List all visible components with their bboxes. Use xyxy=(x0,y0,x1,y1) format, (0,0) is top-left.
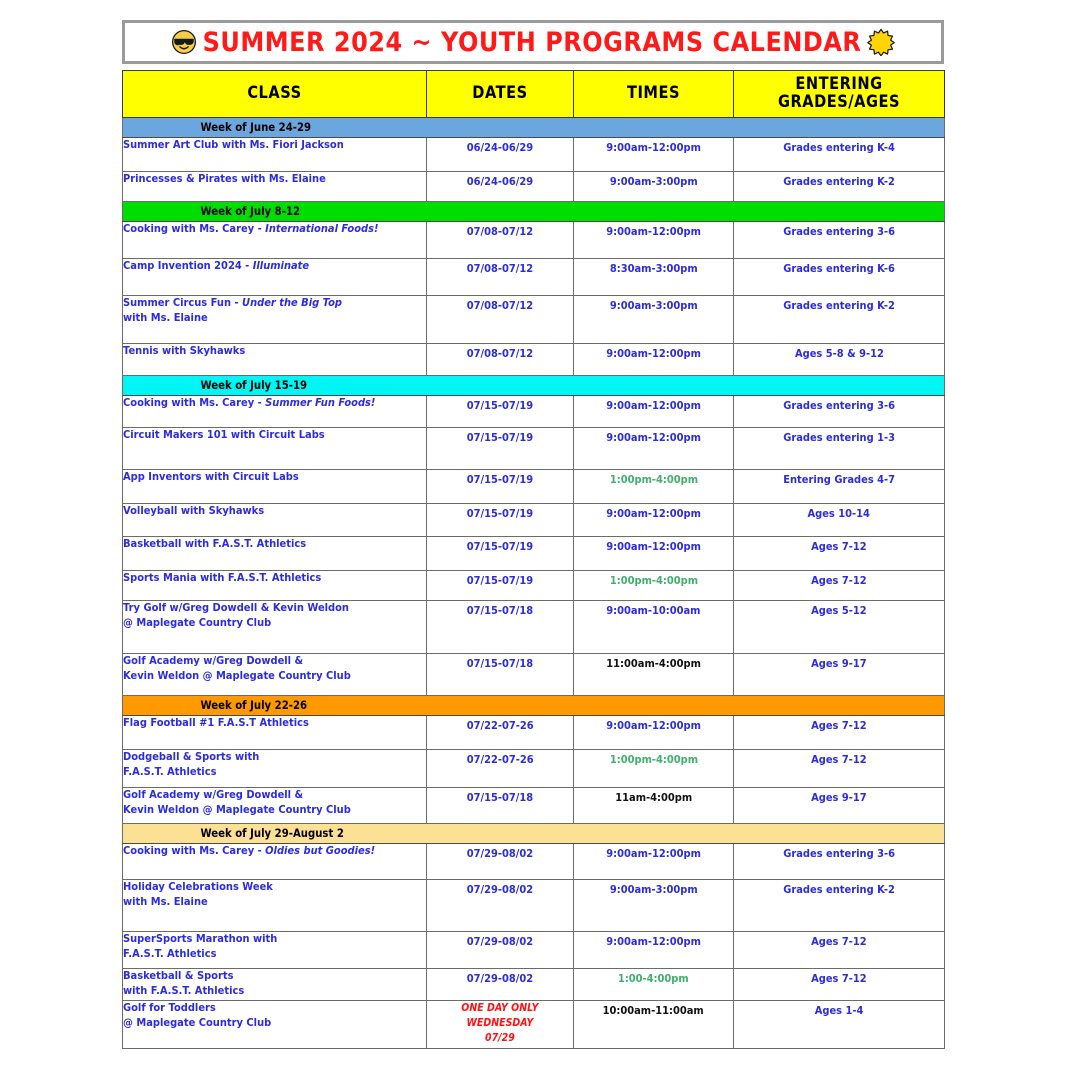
cell-times: 9:00am-12:00pm xyxy=(574,844,734,880)
table-row xyxy=(123,571,945,601)
cell-times: 9:00am-12:00pm xyxy=(574,537,734,571)
cell-class: Sports Mania with F.A.S.T. Athletics xyxy=(123,571,427,601)
cell-times: 9:00am-12:00pm xyxy=(574,138,734,172)
cell-times: 9:00am-12:00pm xyxy=(574,932,734,969)
week-section-header: Week of July 29-August 2 xyxy=(123,824,945,844)
cell-class: Basketball with F.A.S.T. Athletics xyxy=(123,537,427,571)
column-header-0: CLASS xyxy=(123,71,427,118)
cell-grades-ages: Grades entering K-4 xyxy=(734,138,945,172)
cell-dates: 07/08-07/12 xyxy=(427,259,574,296)
cell-dates: 07/15-07/18 xyxy=(427,654,574,696)
table-row xyxy=(123,296,945,344)
cell-class: Golf Academy w/Greg Dowdell & Kevin Weldon @ Maplegate Country Club xyxy=(123,788,427,824)
cell-grades-ages: Ages 5-12 xyxy=(734,601,945,654)
cell-class: Cooking with Ms. Carey - International Foods! xyxy=(123,222,427,259)
cell-grades-ages: Grades entering 3-6 xyxy=(734,396,945,428)
table-row xyxy=(123,172,945,202)
sunglasses-smiley-emoji-icon xyxy=(171,29,197,55)
table-row xyxy=(123,138,945,172)
cell-class: Cooking with Ms. Carey - Oldies but Goodies! xyxy=(123,844,427,880)
table-row xyxy=(123,396,945,428)
cell-grades-ages: Ages 7-12 xyxy=(734,571,945,601)
cell-times: 1:00pm-4:00pm xyxy=(574,470,734,504)
table-row xyxy=(123,344,945,376)
table-row xyxy=(123,880,945,932)
table-row xyxy=(123,601,945,654)
cell-times: 11am-4:00pm xyxy=(574,788,734,824)
cell-grades-ages: Grades entering K-2 xyxy=(734,172,945,202)
cell-grades-ages: Entering Grades 4-7 xyxy=(734,470,945,504)
cell-times: 9:00am-12:00pm xyxy=(574,344,734,376)
cell-class: Volleyball with Skyhawks xyxy=(123,504,427,537)
table-row xyxy=(123,1001,945,1049)
cell-dates: 07/15-07/19 xyxy=(427,504,574,537)
cell-dates: 07/15-07/19 xyxy=(427,571,574,601)
cell-grades-ages: Ages 10-14 xyxy=(734,504,945,537)
table-header-row xyxy=(123,71,945,118)
cell-times: 9:00am-12:00pm xyxy=(574,504,734,537)
cell-class: Cooking with Ms. Carey - Summer Fun Foods! xyxy=(123,396,427,428)
cell-grades-ages: Grades entering K-6 xyxy=(734,259,945,296)
table-row xyxy=(123,537,945,571)
cell-times: 1:00pm-4:00pm xyxy=(574,571,734,601)
column-header-3: ENTERING GRADES/AGES xyxy=(734,71,945,118)
cell-times: 9:00am-12:00pm xyxy=(574,716,734,750)
table-row xyxy=(123,654,945,696)
cell-grades-ages: Grades entering K-2 xyxy=(734,296,945,344)
table-row xyxy=(123,504,945,537)
cell-class: Flag Football #1 F.A.S.T Athletics xyxy=(123,716,427,750)
cell-grades-ages: Ages 5-8 & 9-12 xyxy=(734,344,945,376)
table-row xyxy=(123,844,945,880)
column-header-2: TIMES xyxy=(574,71,734,118)
table-row xyxy=(123,750,945,788)
cell-grades-ages: Ages 1-4 xyxy=(734,1001,945,1049)
cell-class: Golf Academy w/Greg Dowdell & Kevin Weldon @ Maplegate Country Club xyxy=(123,654,427,696)
cell-dates: 07/29-08/02 xyxy=(427,844,574,880)
cell-dates: 07/15-07/19 xyxy=(427,428,574,470)
cell-dates: 07/22-07-26 xyxy=(427,750,574,788)
cell-times: 10:00am-11:00am xyxy=(574,1001,734,1049)
week-section-header: Week of June 24-29 xyxy=(123,118,945,138)
cell-class: Princesses & Pirates with Ms. Elaine xyxy=(123,172,427,202)
cell-class: Camp Invention 2024 - Illuminate xyxy=(123,259,427,296)
cell-grades-ages: Ages 9-17 xyxy=(734,654,945,696)
week-section-header: Week of July 15-19 xyxy=(123,376,945,396)
cell-grades-ages: Grades entering 3-6 xyxy=(734,222,945,259)
week-section-header: Week of July 22-26 xyxy=(123,696,945,716)
cell-grades-ages: Ages 7-12 xyxy=(734,969,945,1001)
title-inner xyxy=(125,28,941,56)
cell-times: 8:30am-3:00pm xyxy=(574,259,734,296)
table-row xyxy=(123,969,945,1001)
page-title: SUMMER 2024 ~ YOUTH PROGRAMS CALENDAR xyxy=(202,26,862,58)
table-row xyxy=(123,222,945,259)
cell-times: 9:00am-12:00pm xyxy=(574,222,734,259)
cell-class: SuperSports Marathon with F.A.S.T. Athletics xyxy=(123,932,427,969)
cell-dates: 07/29-08/02 xyxy=(427,969,574,1001)
table-row xyxy=(123,932,945,969)
cell-class: Tennis with Skyhawks xyxy=(123,344,427,376)
table-row xyxy=(123,259,945,296)
cell-times: 1:00pm-4:00pm xyxy=(574,750,734,788)
cell-class: App Inventors with Circuit Labs xyxy=(123,470,427,504)
table-row xyxy=(123,716,945,750)
cell-class: Summer Art Club with Ms. Fiori Jackson xyxy=(123,138,427,172)
cell-times: 9:00am-10:00am xyxy=(574,601,734,654)
cell-dates: 07/15-07/18 xyxy=(427,788,574,824)
cell-dates: 06/24-06/29 xyxy=(427,138,574,172)
cell-times: 9:00am-12:00pm xyxy=(574,396,734,428)
cell-times: 9:00am-12:00pm xyxy=(574,428,734,470)
cell-class: Holiday Celebrations Week with Ms. Elaine xyxy=(123,880,427,932)
table-row xyxy=(123,428,945,470)
column-header-1: DATES xyxy=(427,71,574,118)
cell-class: Try Golf w/Greg Dowdell & Kevin Weldon @ Maplegate Country Club xyxy=(123,601,427,654)
cell-grades-ages: Grades entering K-2 xyxy=(734,880,945,932)
cell-times: 9:00am-3:00pm xyxy=(574,880,734,932)
cell-dates: 07/08-07/12 xyxy=(427,222,574,259)
cell-grades-ages: Ages 9-17 xyxy=(734,788,945,824)
cell-times: 1:00-4:00pm xyxy=(574,969,734,1001)
cell-class: Summer Circus Fun - Under the Big Top with Ms. Elaine xyxy=(123,296,427,344)
cell-dates: 07/29-08/02 xyxy=(427,880,574,932)
cell-dates: 07/08-07/12 xyxy=(427,296,574,344)
cell-grades-ages: Grades entering 3-6 xyxy=(734,844,945,880)
cell-grades-ages: Ages 7-12 xyxy=(734,750,945,788)
programs-calendar-table xyxy=(122,70,945,1049)
cell-dates: 06/24-06/29 xyxy=(427,172,574,202)
cell-times: 9:00am-3:00pm xyxy=(574,296,734,344)
cell-grades-ages: Ages 7-12 xyxy=(734,716,945,750)
cell-dates: 07/15-07/19 xyxy=(427,396,574,428)
sun-emoji-icon xyxy=(867,28,895,56)
cell-dates: ONE DAY ONLY WEDNESDAY 07/29 xyxy=(427,1001,574,1049)
title-banner xyxy=(122,20,944,64)
cell-grades-ages: Ages 7-12 xyxy=(734,537,945,571)
week-section-header: Week of July 8-12 xyxy=(123,202,945,222)
cell-times: 11:00am-4:00pm xyxy=(574,654,734,696)
cell-grades-ages: Ages 7-12 xyxy=(734,932,945,969)
cell-grades-ages: Grades entering 1-3 xyxy=(734,428,945,470)
cell-class: Circuit Makers 101 with Circuit Labs xyxy=(123,428,427,470)
cell-class: Basketball & Sports with F.A.S.T. Athletics xyxy=(123,969,427,1001)
cell-dates: 07/15-07/18 xyxy=(427,601,574,654)
cell-dates: 07/08-07/12 xyxy=(427,344,574,376)
cell-dates: 07/29-08/02 xyxy=(427,932,574,969)
cell-dates: 07/22-07-26 xyxy=(427,716,574,750)
cell-dates: 07/15-07/19 xyxy=(427,537,574,571)
cell-dates: 07/15-07/19 xyxy=(427,470,574,504)
table-row xyxy=(123,470,945,504)
cell-class: Dodgeball & Sports with F.A.S.T. Athletics xyxy=(123,750,427,788)
cell-class: Golf for Toddlers @ Maplegate Country Club xyxy=(123,1001,427,1049)
table-row xyxy=(123,788,945,824)
cell-times: 9:00am-3:00pm xyxy=(574,172,734,202)
